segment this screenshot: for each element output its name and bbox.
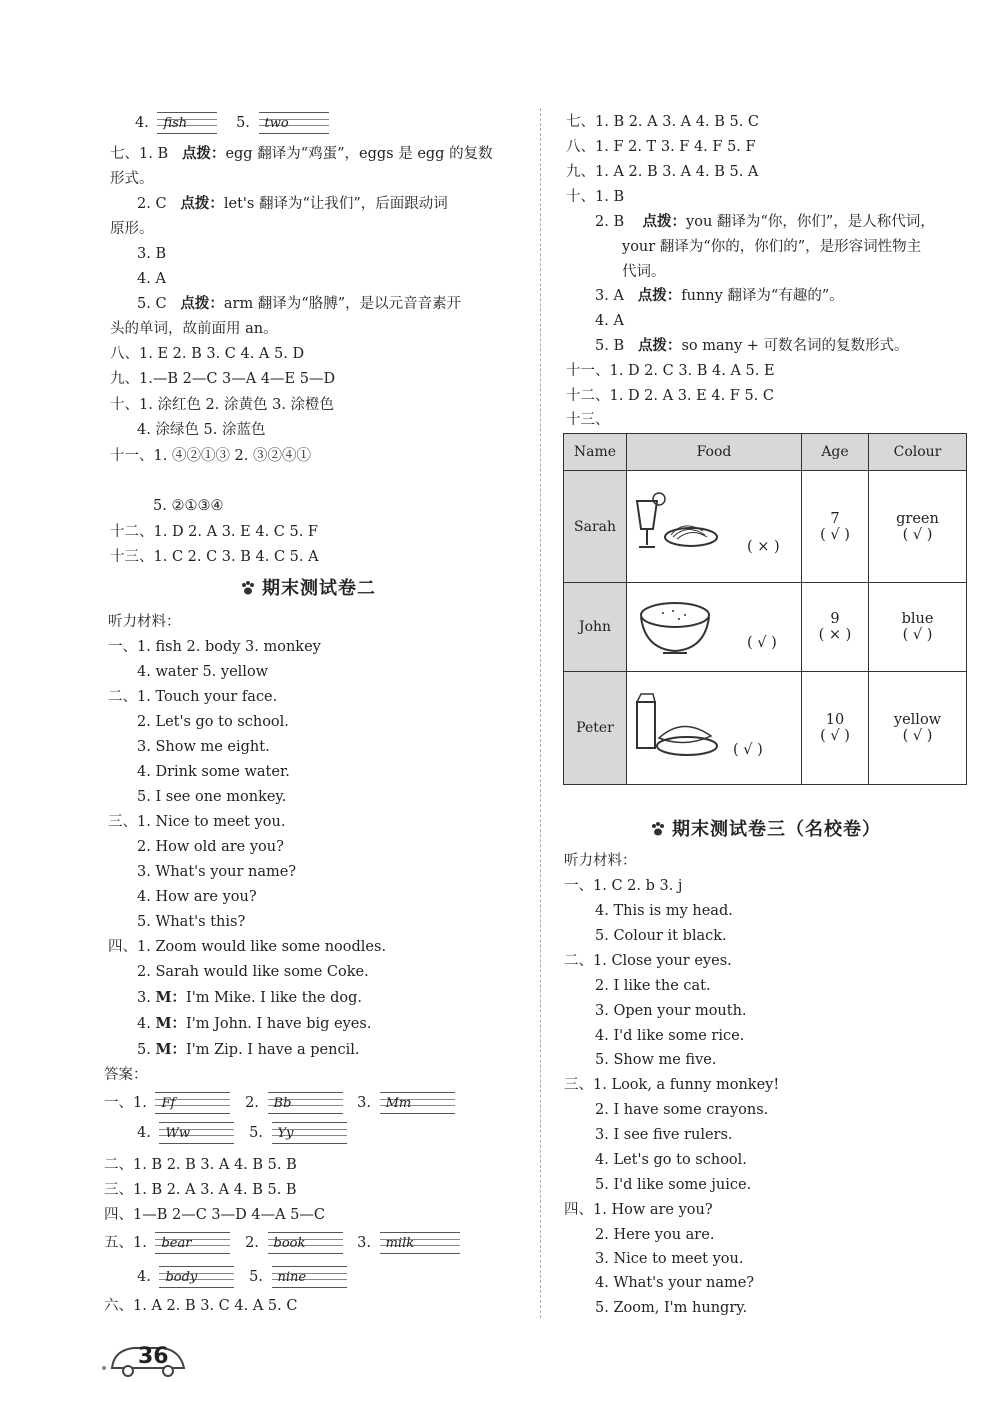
answer-line: 十三、1. C 2. C 3. B 4. C 5. A (110, 549, 319, 565)
handwriting-box: body (159, 1266, 234, 1288)
answer-line: 5. Colour it black. (595, 928, 727, 944)
answer-line: 八、1. F 2. T 3. F 4. F 5. F (566, 139, 756, 155)
answer-line: 4. 涂绿色 5. 涂蓝色 (137, 422, 266, 438)
column-header: Name (564, 434, 627, 471)
paw-icon (240, 580, 256, 596)
listening-label: 听力材料： (564, 853, 637, 869)
milk-bread-icon (633, 692, 723, 762)
age-cell: 10 ( √ ) (802, 672, 869, 785)
table-header-row (564, 434, 967, 471)
answer-line: 十二、1. D 2. A 3. E 4. F 5. C (566, 388, 774, 404)
row-handwriting-1-3: 一、1. Ff 2. Bb 3. Mm (104, 1092, 459, 1114)
answer-line: 3. M：I'm Mike. I like the dog. (137, 989, 363, 1006)
answer-line: 4. A (137, 271, 166, 287)
handwriting-box: Bb (268, 1092, 343, 1114)
answer-line: 5. I see one monkey. (137, 789, 287, 805)
answer-line: 代词。 (622, 264, 666, 280)
answer-line: 六、1. A 2. B 3. C 4. A 5. C (104, 1298, 298, 1314)
row-name: Peter (564, 672, 627, 785)
answers-label: 答案： (104, 1067, 148, 1083)
answer-line: 3. B (137, 246, 167, 262)
row-handwriting-4-5: 4. fish 5. two (135, 112, 333, 134)
handwriting-box: Yy (272, 1122, 347, 1144)
row-name: Sarah (564, 471, 627, 583)
answer-line: 3. I see five rulers. (595, 1127, 733, 1143)
answer-line: 一、1. fish 2. body 3. monkey (108, 639, 321, 655)
answer-line: 原形。 (110, 221, 154, 237)
juice-noodles-icon (633, 489, 723, 559)
answer-line: 十、1. 涂红色 2. 涂黄色 3. 涂橙色 (110, 397, 335, 413)
answer-line: 3. What's your name? (137, 864, 297, 880)
answer-line: 4. water 5. yellow (137, 664, 269, 680)
answer-line: 二、1. Touch your face. (108, 689, 278, 705)
answer-line: 九、1.—B 2—C 3—A 4—E 5—D (110, 371, 336, 387)
answer-line: 5. B 点拨：so many + 可数名词的复数形式。 (595, 337, 909, 354)
column-header: Colour (869, 434, 967, 471)
handwriting-box: bear (155, 1232, 230, 1254)
answer-line: 5. I'd like some juice. (595, 1177, 752, 1193)
answer-line: 5. ②①③④ (153, 498, 224, 514)
colour-cell: green ( √ ) (869, 471, 967, 583)
table-row (564, 583, 967, 672)
answer-line: 二、1. B 2. B 3. A 4. B 5. B (104, 1157, 297, 1173)
row-name: John (564, 583, 627, 672)
handwriting-box: book (268, 1232, 343, 1254)
answer-line: 十一、1. D 2. C 3. B 4. A 5. E (566, 363, 775, 379)
answer-line: your 翻译为“你的，你们的”，是形容词性物主 (622, 239, 922, 255)
handwriting-box: fish (157, 112, 217, 134)
listening-label: 听力材料： (108, 614, 181, 630)
answer-line: 四、1—B 2—C 3—D 4—A 5—C (104, 1207, 326, 1223)
handwriting-box: Mm (380, 1092, 455, 1114)
answer-line: 3. A 点拨：funny 翻译为“有趣的”。 (595, 287, 844, 304)
answer-line: 2. C 点拨：let's 翻译为“让我们”，后面跟动词 (137, 195, 448, 212)
answer-line: 2. Let's go to school. (137, 714, 289, 730)
answer-line: 2. Sarah would like some Coke. (137, 964, 369, 980)
answer-line: 2. B 点拨：you 翻译为“你，你们”，是人称代词， (595, 213, 935, 230)
answer-line: 5. C 点拨：arm 翻译为“胳膊”，是以元音音素开 (137, 295, 462, 312)
answer-line: 2. Here you are. (595, 1227, 715, 1243)
colour-cell: yellow ( √ ) (869, 672, 967, 785)
table-row (564, 672, 967, 785)
answer-line: 3. Show me eight. (137, 739, 270, 755)
handwriting-box: two (259, 112, 329, 134)
answer-line: 十三、 (566, 412, 610, 428)
answer-line: 4. What's your name? (595, 1275, 755, 1291)
answer-line: 4. I'd like some rice. (595, 1028, 745, 1044)
answer-line: 九、1. A 2. B 3. A 4. B 5. A (566, 164, 759, 180)
answer-line: 2. I have some crayons. (595, 1102, 769, 1118)
handwriting-box: milk (380, 1232, 460, 1254)
answer-line: 三、1. B 2. A 3. A 4. B 5. B (104, 1182, 297, 1198)
column-header: Age (802, 434, 869, 471)
answer-line: 七、1. B 点拨：egg 翻译为“鸡蛋”，eggs 是 egg 的复数 (110, 145, 493, 162)
answer-line: 一、1. C 2. b 3. j (564, 878, 683, 894)
survey-table (563, 433, 967, 785)
answer-line: 十一、1. ④②①③ 2. ③②④① (110, 448, 311, 464)
section-title-2: 期末测试卷二 (240, 574, 376, 600)
answer-line: 二、1. Close your eyes. (564, 953, 732, 969)
answer-line: 头的单词，故前面用 an。 (110, 321, 278, 337)
rice-bowl-icon (633, 591, 723, 661)
answer-line: 四、1. Zoom would like some noodles. (108, 939, 387, 955)
answer-line: 3. Nice to meet you. (595, 1251, 744, 1267)
age-cell: 7 ( √ ) (802, 471, 869, 583)
answer-line: 4. This is my head. (595, 903, 733, 919)
answer-line: 4. Let's go to school. (595, 1152, 747, 1168)
handwriting-box: Ww (159, 1122, 234, 1144)
section-title-3: 期末测试卷三（名校卷） (650, 815, 881, 841)
answer-line: 5. M：I'm Zip. I have a pencil. (137, 1041, 360, 1058)
row-handwriting-4-5: 4. body 5. nine (137, 1266, 351, 1288)
column-header: Food (627, 434, 802, 471)
answer-line: 三、1. Nice to meet you. (108, 814, 286, 830)
handwriting-box: nine (272, 1266, 347, 1288)
answer-line: 5. Show me five. (595, 1052, 717, 1068)
food-cell: ( √ ) (627, 672, 802, 785)
answer-line: 4. Drink some water. (137, 764, 290, 780)
answer-line: 5. What's this? (137, 914, 246, 930)
handwriting-box: Ff (155, 1092, 230, 1114)
answer-line: 2. How old are you? (137, 839, 284, 855)
answer-line: 七、1. B 2. A 3. A 4. B 5. C (566, 114, 760, 130)
answer-line: 4. A (595, 313, 624, 329)
answer-line: 4. M：I'm John. I have big eyes. (137, 1015, 372, 1032)
answer-line: 3. Open your mouth. (595, 1003, 747, 1019)
answer-line: 八、1. E 2. B 3. C 4. A 5. D (110, 346, 305, 362)
food-cell: ( × ) (627, 471, 802, 583)
table-row (564, 471, 967, 583)
age-cell: 9 ( × ) (802, 583, 869, 672)
answer-line: 四、1. How are you? (564, 1202, 713, 1218)
answer-line: 三、1. Look, a funny monkey! (564, 1077, 780, 1093)
answer-line: 十二、1. D 2. A 3. E 4. C 5. F (110, 524, 318, 540)
paw-icon (650, 821, 666, 837)
answer-line: 4. How are you? (137, 889, 257, 905)
column-divider (540, 108, 541, 1318)
answer-line: 形式。 (110, 171, 154, 187)
colour-cell: blue ( √ ) (869, 583, 967, 672)
answer-line: 十、1. B (566, 189, 625, 205)
row-handwriting-4-5: 4. Ww 5. Yy (137, 1122, 351, 1144)
answer-line: 5. Zoom, I'm hungry. (595, 1300, 748, 1316)
food-cell: ( √ ) (627, 583, 802, 672)
row-handwriting-1-3: 五、1. bear 2. book 3. milk (104, 1232, 464, 1254)
page-number: 36 (100, 1340, 190, 1384)
answer-line: 2. I like the cat. (595, 978, 711, 994)
